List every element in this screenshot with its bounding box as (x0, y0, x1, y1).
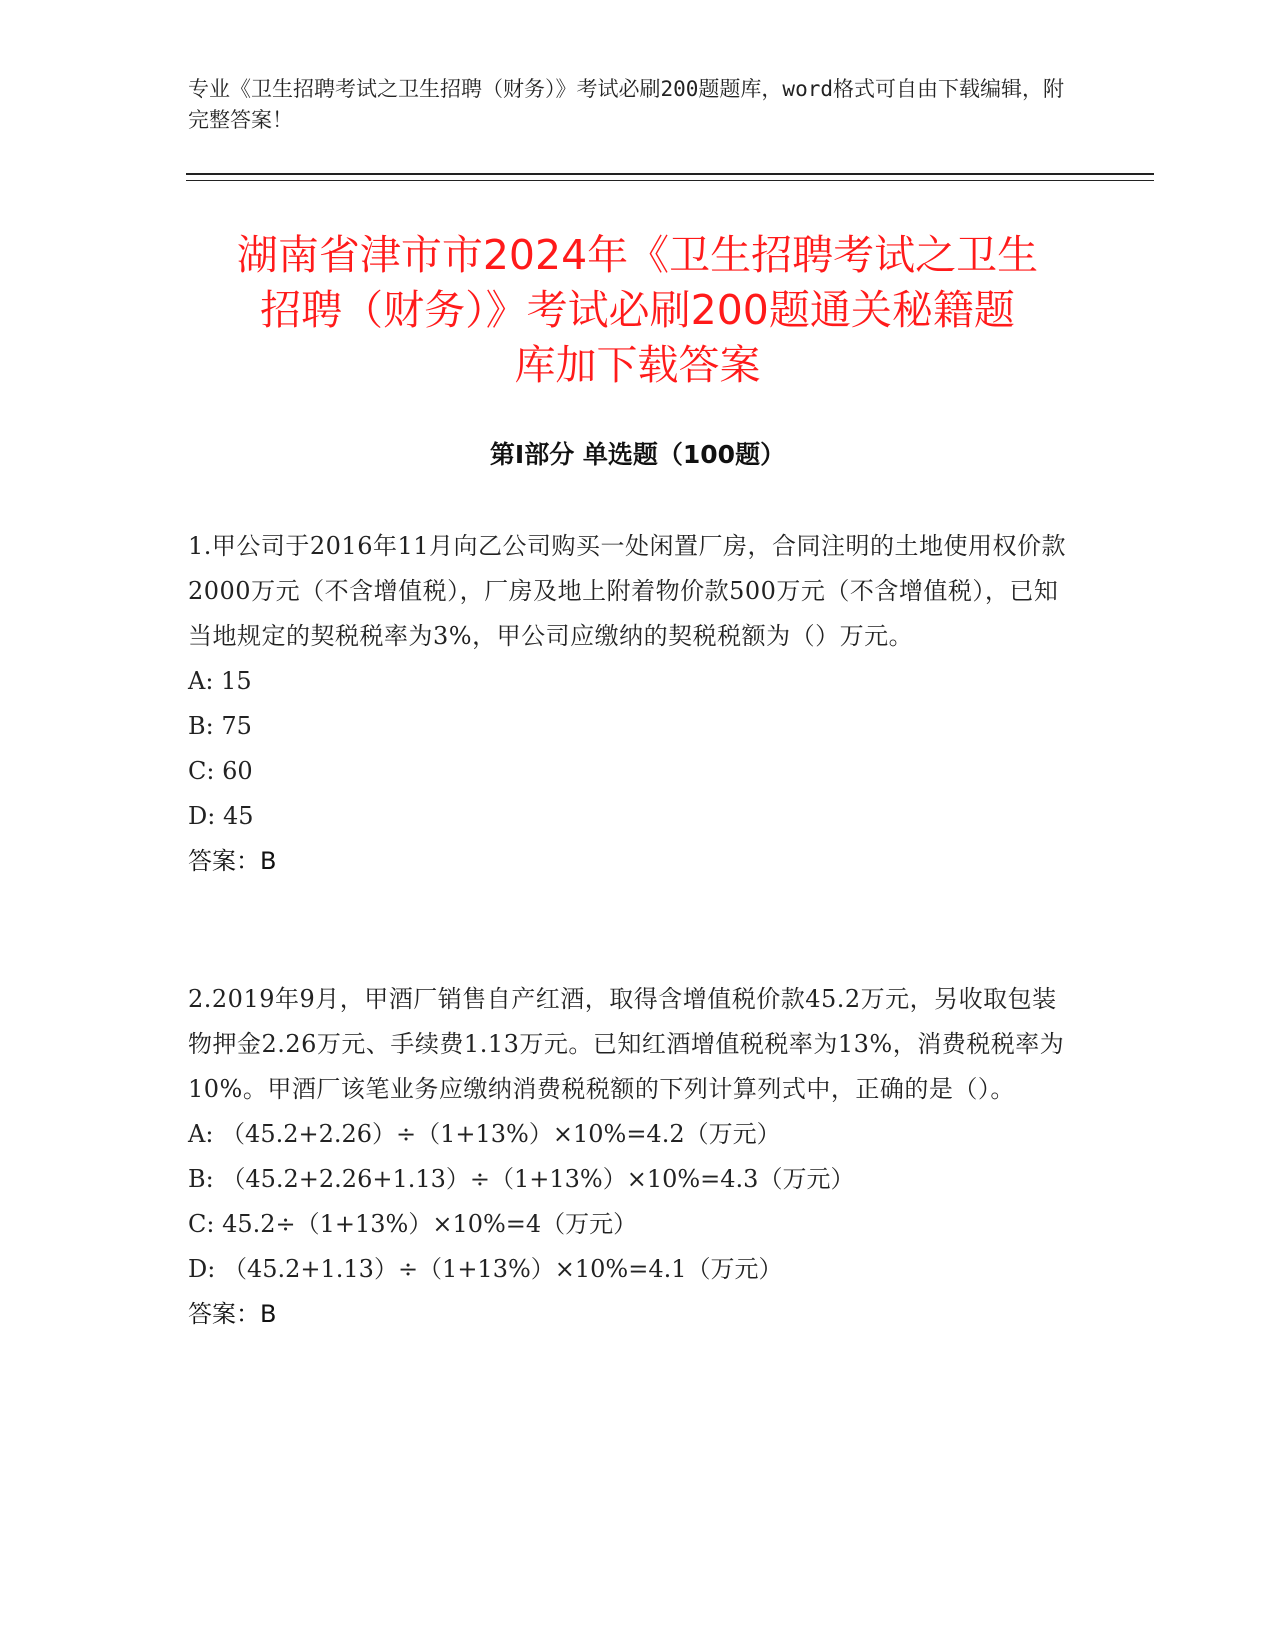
answer: 答案：B (188, 847, 277, 875)
question-1 (188, 524, 1078, 884)
section-heading: 第Ⅰ部分 单选题（100题） (489, 440, 786, 469)
option-a: A: （45.2+2.26）÷（1+13%）×10%=4.2（万元） (188, 1120, 781, 1148)
option-b: B: （45.2+2.26+1.13）÷（1+13%）×10%=4.3（万元） (188, 1165, 855, 1193)
document-title-line-3: 库加下载答案 (514, 341, 761, 389)
question-stem: 2.2019年9月，甲酒厂销售自产红酒，取得含增值税价款45.2万元，另收取包装物押金2.26万元、手续费1.13万元。已知红酒增值税税率为13%，消费税税率为10%。甲酒厂该笔业务应缴纳消费税税额的下列计算列式中，正确的是（）。 (188, 985, 1065, 1103)
option-b: B: 75 (188, 712, 252, 740)
question-2 (188, 977, 1078, 1337)
header-divider-thick (186, 173, 1154, 175)
header-note: 专业《卫生招聘考试之卫生招聘（财务）》考试必刷200题题库，word格式可自由下载编辑，附完整答案！ (188, 77, 1064, 132)
document-title (170, 228, 1105, 393)
answer: 答案：B (188, 1300, 277, 1328)
option-a: A: 15 (188, 667, 252, 695)
document-title-line-2: 招聘（财务）》考试必刷200题通关秘籍题 (260, 286, 1015, 334)
option-d: D: 45 (188, 802, 254, 830)
option-c: C: 45.2÷（1+13%）×10%=4（万元） (188, 1210, 638, 1238)
option-d: D: （45.2+1.13）÷（1+13%）×10%=4.1（万元） (188, 1255, 783, 1283)
header-divider-thin (186, 180, 1154, 181)
question-stem: 1.甲公司于2016年11月向乙公司购买一处闲置厂房，合同注明的土地使用权价款2000万元（不含增值税），厂房及地上附着物价款500万元（不含增值税），已知当地规定的契税税率为3%，甲公司应缴纳的契税税额为（）万元。 (188, 532, 1067, 650)
document-title-line-1: 湖南省津市市2024年《卫生招聘考试之卫生 (236, 231, 1039, 279)
option-c: C: 60 (188, 757, 253, 785)
